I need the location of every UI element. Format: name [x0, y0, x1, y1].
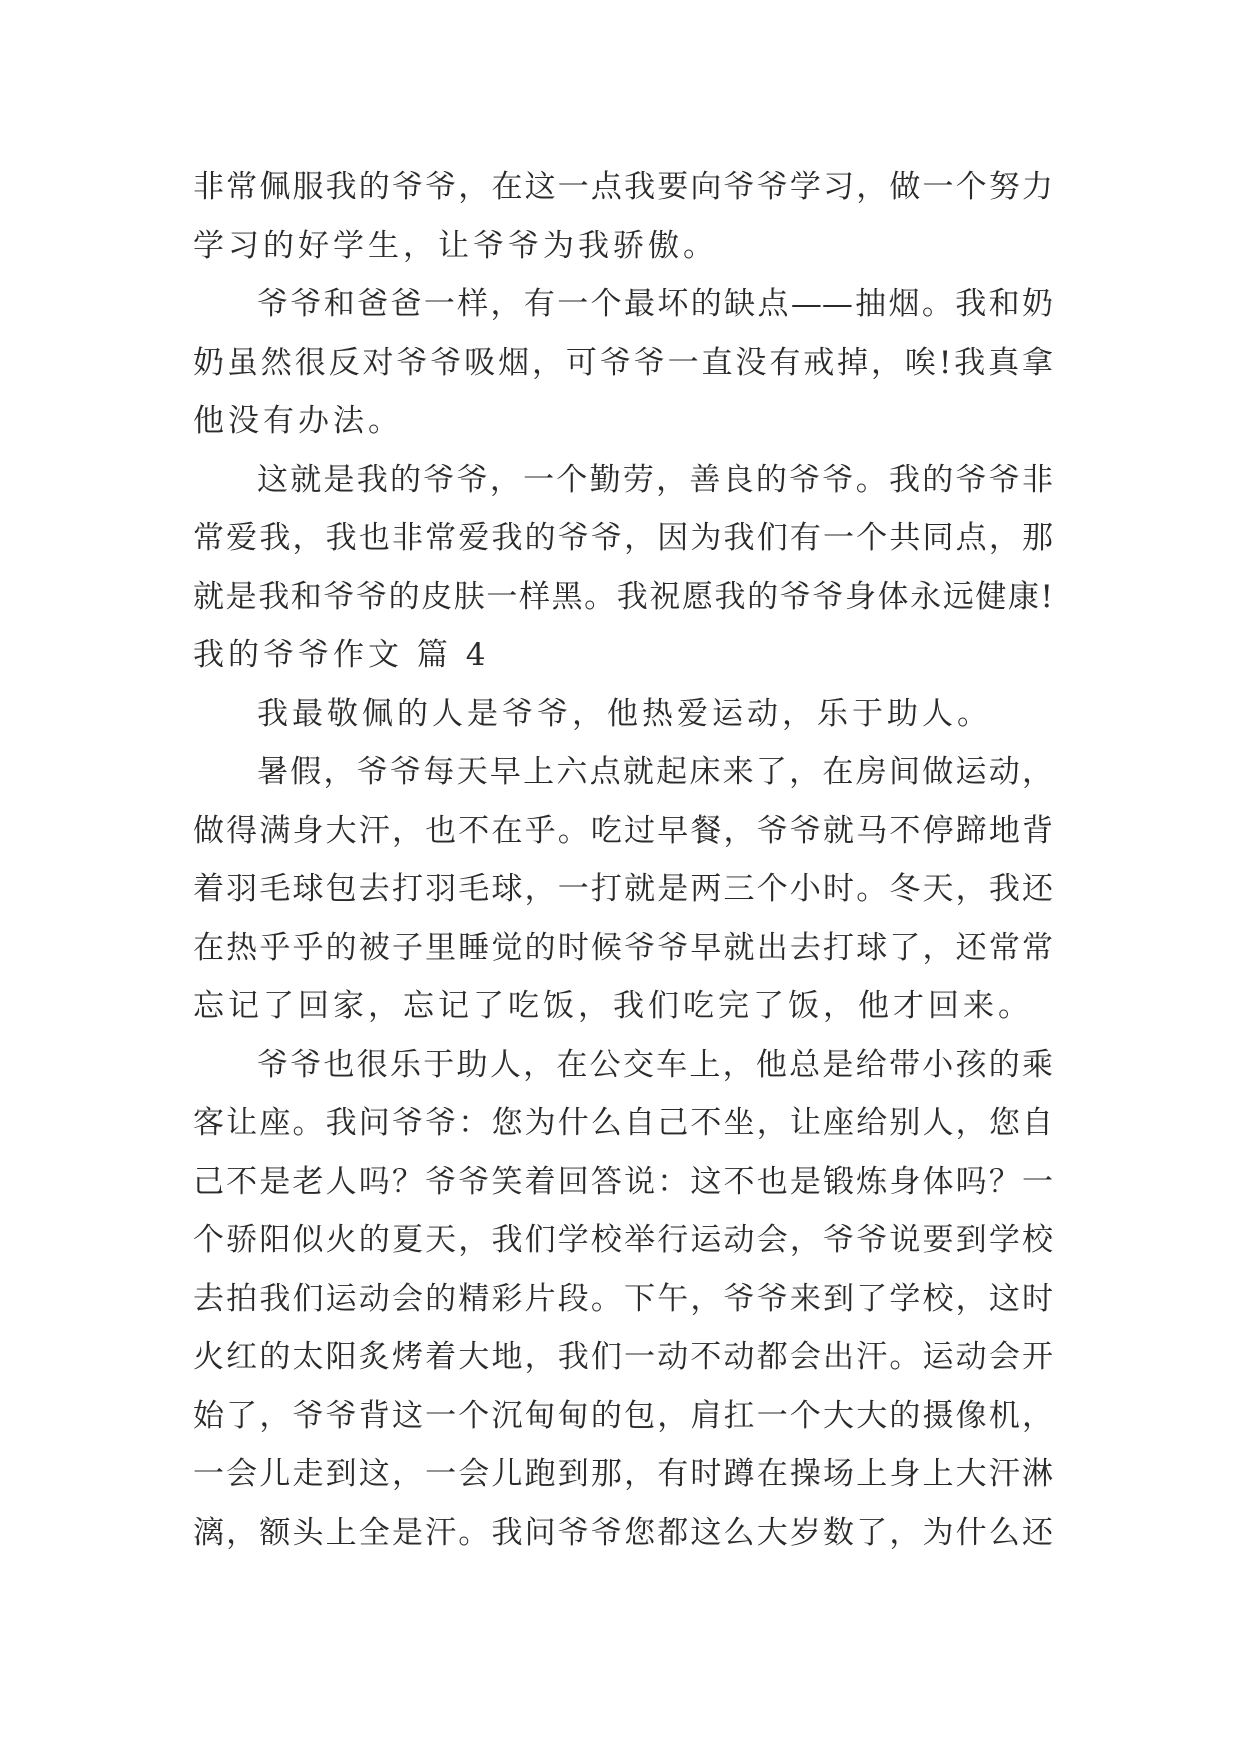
- text-line: 爷爷和爸爸一样，有一个最坏的缺点——抽烟。我和奶: [257, 286, 1053, 322]
- text-line: 去拍我们运动会的精彩片段。下午，爷爷来到了学校，这时: [193, 1280, 1053, 1317]
- text-line: 个骄阳似火的夏天，我们学校举行运动会，爷爷说要到学校: [193, 1222, 1053, 1258]
- text-line: 火红的太阳炙烤着大地，我们一动不动都会出汗。运动会开: [193, 1339, 1053, 1375]
- essay-text: [193, 158, 1053, 1562]
- text-line: 非常佩服我的爷爷，在这一点我要向爷爷学习，做一个努力: [193, 169, 1053, 205]
- text-line: 他没有办法。: [193, 403, 403, 439]
- text-line: 做得满身大汗，也不在乎。吃过早餐，爷爷就马不停蹄地背: [193, 812, 1053, 849]
- text-line: 暑假，爷爷每天早上六点就起床来了，在房间做运动，: [257, 754, 1053, 790]
- text-line: 漓，额头上全是汗。我问爷爷您都这么大岁数了，为什么还: [193, 1514, 1053, 1551]
- text-line: 常爱我，我也非常爱我的爷爷，因为我们有一个共同点，那: [193, 520, 1053, 556]
- text-line: 在热乎乎的被子里睡觉的时候爷爷早就出去打球了，还常常: [193, 929, 1053, 966]
- section-heading: 我的爷爷作文 篇 4: [193, 637, 490, 673]
- text-line: 己不是老人吗？爷爷笑着回答说：这不也是锻炼身体吗？一: [193, 1163, 1053, 1200]
- text-line: 一会儿走到这，一会儿跑到那，有时蹲在操场上身上大汗淋: [193, 1456, 1053, 1492]
- text-line: 就是我和爷爷的皮肤一样黑。我祝愿我的爷爷身体永远健康!: [193, 578, 1053, 615]
- text-line: 我最敬佩的人是爷爷，他热爱运动，乐于助人。: [257, 695, 992, 732]
- text-line: 这就是我的爷爷，一个勤劳，善良的爷爷。我的爷爷非: [257, 461, 1053, 498]
- text-line: 爷爷也很乐于助人，在公交车上，他总是给带小孩的乘: [257, 1046, 1053, 1083]
- text-line: 客让座。我问爷爷：您为什么自己不坐，让座给别人，您自: [193, 1105, 1053, 1141]
- text-line: 着羽毛球包去打羽毛球，一打就是两三个小时。冬天，我还: [193, 871, 1053, 907]
- text-line: 忘记了回家，忘记了吃饭，我们吃完了饭，他才回来。: [193, 988, 1033, 1024]
- text-line: 奶虽然很反对爷爷吸烟，可爷爷一直没有戒掉，唉!我真拿: [193, 344, 1053, 381]
- text-line: 学习的好学生，让爷爷为我骄傲。: [193, 227, 718, 264]
- text-line: 始了，爷爷背这一个沉甸甸的包，肩扛一个大大的摄像机，: [193, 1397, 1053, 1434]
